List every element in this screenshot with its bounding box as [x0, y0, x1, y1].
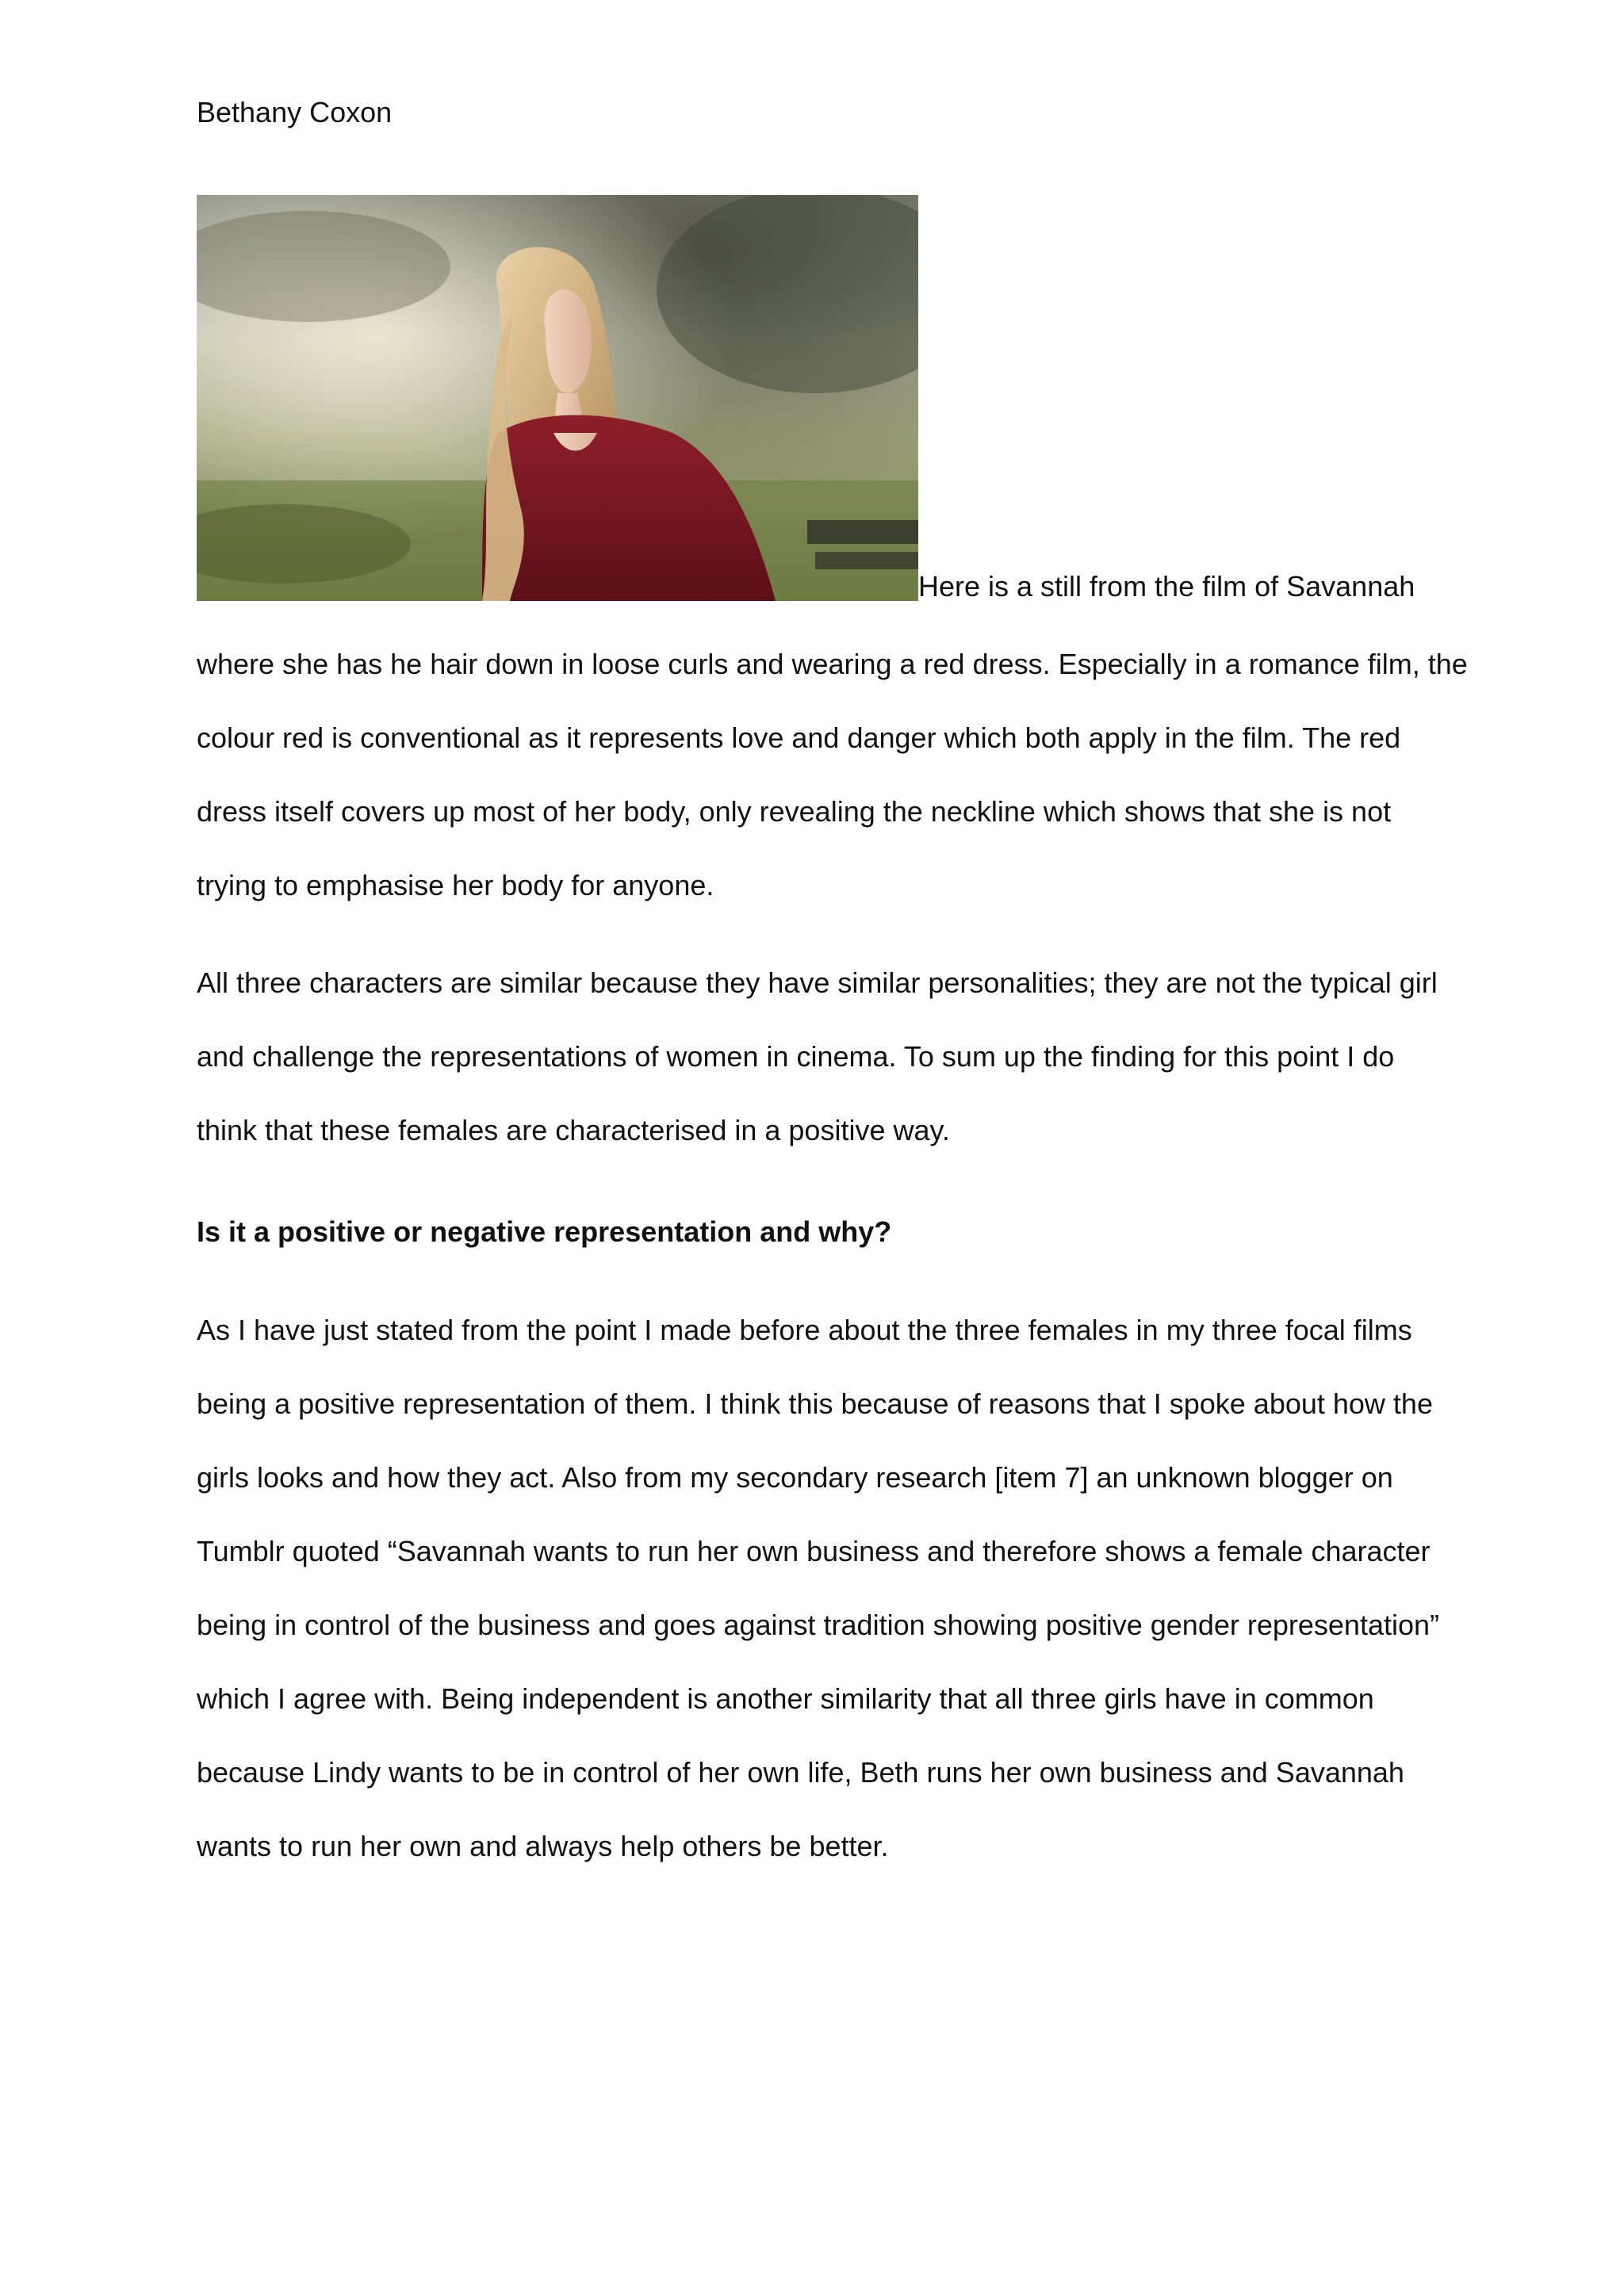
film-still-image	[197, 195, 918, 601]
text-line: being in control of the business and goes against tradition showing positive gender representation”	[197, 1609, 1440, 1641]
text-line: because Lindy wants to be in control of her own life, Beth runs her own business and Savannah	[197, 1756, 1404, 1789]
section-heading: Is it a positive or negative representation and why?	[197, 1215, 892, 1248]
text-line: being a positive representation of them. I think this because of reasons that I spoke about how the	[197, 1387, 1433, 1420]
text-line: girls looks and how they act. Also from my secondary research [item 7] an unknown blogger on	[197, 1461, 1393, 1494]
paragraph-characters	[197, 964, 1438, 1185]
text-line: As I have just stated from the point I made before about the three females in my three focal films	[197, 1314, 1412, 1346]
text-line: All three characters are similar because they have similar personalities; they are not the typical girl	[197, 966, 1438, 999]
text-line: trying to emphasise her body for anyone.	[197, 869, 714, 901]
paragraph-red-dress	[197, 645, 1468, 940]
text-line: colour red is conventional as it represents love and danger which both apply in the film. The red	[197, 721, 1401, 754]
text-line: think that these females are characterised in a positive way.	[197, 1114, 950, 1146]
caption-text: Here is a still from the film of Savannah	[918, 570, 1415, 603]
paragraph-representation	[197, 1311, 1440, 1901]
image-with-caption	[197, 195, 1434, 615]
text-line: wants to run her own and always help others be better.	[197, 1830, 889, 1862]
text-line: Tumblr quoted “Savannah wants to run her own business and therefore shows a female character	[197, 1535, 1431, 1567]
text-line: where she has he hair down in loose curls and wearing a red dress. Especially in a romance film, the	[197, 648, 1468, 680]
text-line: and challenge the representations of women in cinema. To sum up the finding for this point I do	[197, 1040, 1395, 1073]
text-line: dress itself covers up most of her body, only revealing the neckline which shows that she is not	[197, 795, 1392, 828]
text-line: which I agree with. Being independent is another similarity that all three girls have in common	[197, 1682, 1374, 1715]
author-name: Bethany Coxon	[197, 96, 393, 128]
